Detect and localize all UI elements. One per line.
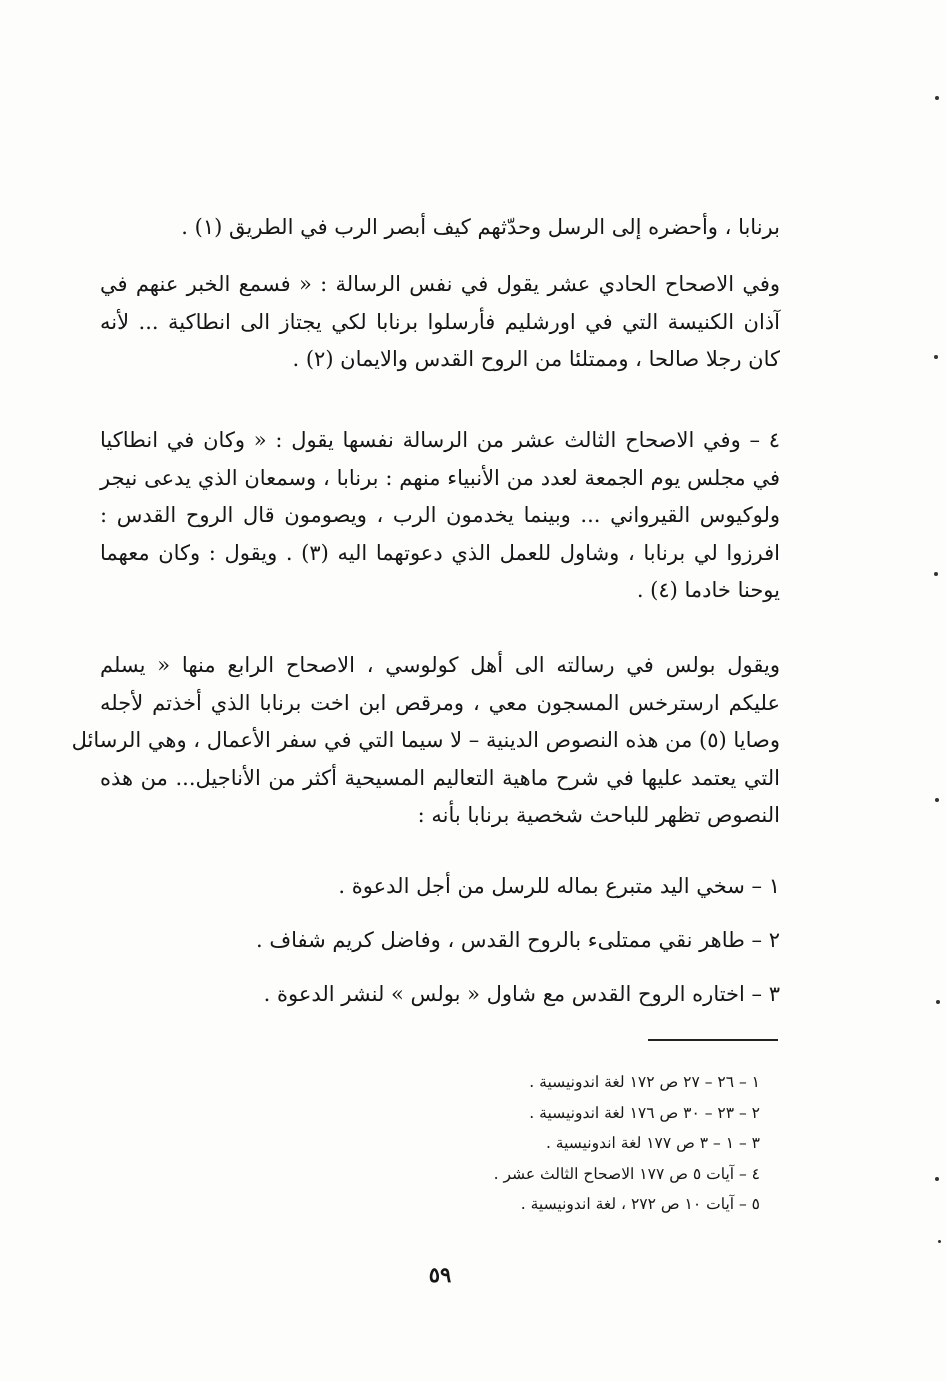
footnote: ٣ – ١ – ٣ ص ١٧٧ لغة اندونيسية . [545,1134,760,1152]
footnote: ٤ – آيات ٥ ص ١٧٧ الاصحاح الثالث عشر . [493,1164,760,1183]
paragraph-3 [100,422,780,610]
scan-speck [936,1000,940,1004]
scan-speck [938,1240,941,1243]
footnote: ١ – ٢٦ – ٢٧ ص ١٧٢ لغة اندونيسية . [529,1073,760,1091]
paragraph-4 [71,647,780,835]
text-line: في مجلس يوم الجمعة لعدد من الأنبياء منهم : برنابا ، وسمعان الذي يدعى نيجر [100,465,780,490]
text-line: النصوص تظهر للباحث شخصية برنابا بأنه : [417,803,780,827]
list-item: ٢ – طاهر نقي ممتلىء بالروح القدس ، وفاضل كريم شفاف . [255,928,780,952]
text-line: وصايا (٥) من هذه النصوص الدينية – لا سيما التي في سفر الأعمال ، وهي الرسائل [71,728,780,752]
scan-speck [935,798,939,802]
text-line: التي يعتمد عليها في شرح ماهية التعاليم المسيحية أكثر من الأناجيل... من هذه [100,765,780,790]
paragraph-2 [100,266,780,379]
text-line: كان رجلا صالحا ، وممتلئا من الروح القدس والايمان (٢) . [292,347,780,371]
text-line: عليكم ارسترخس المسجون معي ، ومرقص ابن اخت برنابا الذي أخذتم لأجله [100,690,780,715]
text-line: وفي الاصحاح الحادي عشر يقول في نفس الرسالة : « فسمع الخبر عنهم في [100,272,780,296]
scan-speck [935,1177,939,1181]
text-line: برنابا ، وأحضره إلى الرسل وحدّثهم كيف أبصر الرب في الطريق (١) . [181,215,780,239]
text-line: افرزوا لي برنابا ، وشاول للعمل الذي دعوتهما اليه (٣) . ويقول : وكان معهما [100,540,780,565]
list-item: ٣ – اختاره الروح القدس مع شاول « بولس » لنشر الدعوة . [263,982,780,1006]
numbered-list [180,866,780,1028]
scan-speck [934,572,938,576]
text-line: ولوكيوس القيرواني ... وبينما يخدمون الرب ، ويصومون قال الروح القدس : [100,503,780,527]
scan-speck [934,355,938,359]
footnotes [380,1067,760,1220]
paragraph-1 [150,209,780,247]
list-item: ١ – سخي اليد متبرع بماله للرسل من أجل الدعوة . [338,874,780,898]
scan-speck [935,96,939,100]
footnote-separator [648,1039,778,1041]
footnote: ٥ – آيات ١٠ ص ٢٧٢ ، لغة اندونيسية . [520,1195,760,1213]
text-line: ٤ – وفي الاصحاح الثالث عشر من الرسالة نفسها يقول : « وكان في انطاكيا [100,428,780,452]
footnote: ٢ – ٢٣ – ٣٠ ص ١٧٦ لغة اندونيسية . [529,1103,760,1122]
text-line: يوحنا خادما (٤) . [636,578,780,602]
page-number: ٥٩ [428,1262,452,1287]
text-line: آذان الكنيسة التي في اورشليم فأرسلوا برنابا لكي يجتاز الى انطاكية ... لأنه [100,309,780,334]
text-line: ويقول بولس في رسالته الى أهل كولوسي ، الاصحاح الرابع منها « يسلم [100,653,780,677]
